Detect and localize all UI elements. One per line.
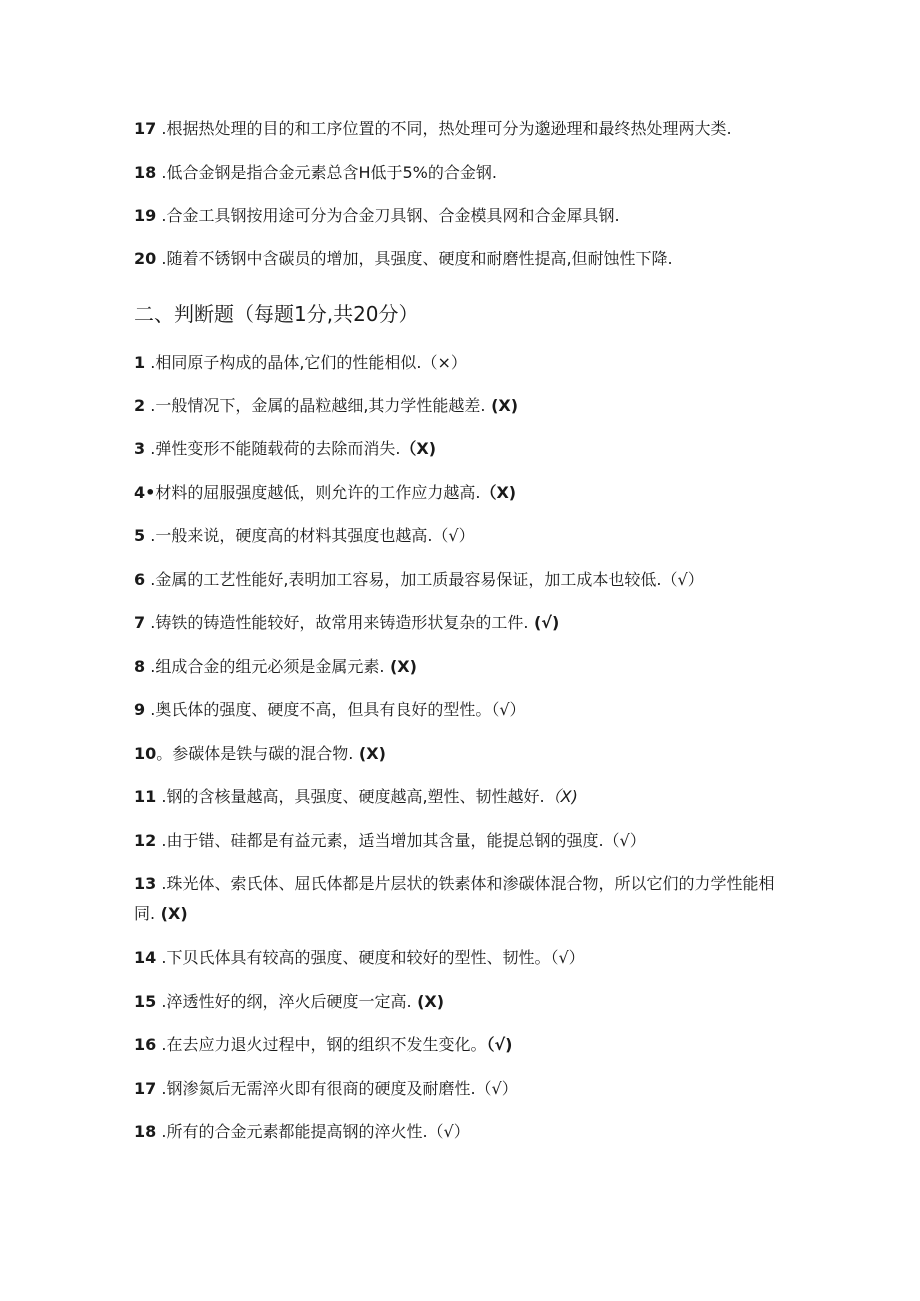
judge-item-5 [134, 526, 475, 546]
judge-item-2 [134, 396, 518, 416]
section-heading: 二、判断题（每题1分,共20分） [134, 302, 419, 326]
judge-item-14 [134, 948, 585, 968]
item-number: 20 [134, 249, 157, 268]
item-text: .钢渗氮后无需淬火即有很商的硬度及耐磨性. [156, 1079, 476, 1098]
item-text: .组成合金的组元必须是金属元素. [145, 657, 385, 676]
item-number: 10 [134, 744, 157, 763]
item-number: 19 [134, 206, 157, 225]
judge-item-4 [134, 483, 516, 503]
item-text: .一般来说，硬度高的材料其强度也越高. [145, 526, 433, 545]
item-number: 8 [134, 657, 146, 676]
item-number: 14 [134, 948, 157, 967]
answer-mark: （√） [550, 948, 585, 967]
fill-item-18 [134, 163, 497, 183]
judge-item-16 [134, 1035, 512, 1055]
item-text: .由于错、硅都是有益元素，适当增加其含量，能提总钢的强度. [156, 831, 604, 850]
item-text: .所有的合金元素都能提高钢的淬火性. [156, 1122, 428, 1141]
item-text: .随着不锈钢中含碳员的增加，具强度、硬度和耐磨性提高,但耐蚀性下降. [156, 249, 673, 268]
item-number: 12 [134, 831, 157, 850]
item-text: 材料的屈服强度越低，则允许的工作应力越高. [155, 483, 481, 502]
answer-mark: (X) [485, 396, 519, 415]
item-number: 18 [134, 1122, 157, 1141]
answer-mark: （√） [661, 570, 704, 589]
answer-mark: （√） [491, 700, 526, 719]
item-number: 5 [134, 526, 146, 545]
item-number: 1 [134, 353, 146, 372]
judge-item-3 [134, 439, 436, 459]
answer-mark: （√） [427, 1122, 470, 1141]
item-text: .奥氏体的强度、硬度不高，但具有良好的型性。 [145, 700, 492, 719]
answer-mark: (√) [528, 613, 560, 632]
item-text: .合金工具钢按用途可分为合金刀具钢、合金模具网和合金犀具钢. [156, 206, 620, 225]
answer-mark: (X) [411, 992, 445, 1011]
item-number: 16 [134, 1035, 157, 1054]
item-text: .金属的工艺性能好,表明加工容易，加工质最容易保证，加工成本也较低. [145, 570, 662, 589]
answer-mark: （√） [603, 831, 646, 850]
judge-item-6 [134, 570, 704, 590]
fill-item-19 [134, 206, 620, 226]
item-text: .下贝氏体具有较高的强度、硬度和较好的型性、韧性。 [156, 948, 551, 967]
answer-mark: (X) [353, 744, 386, 763]
item-number: 17 [134, 1079, 157, 1098]
item-text: .根据热处理的目的和工序位置的不同，热处理可分为邈逊理和最终热处理两大类. [156, 119, 732, 138]
judge-item-9 [134, 700, 526, 720]
item-text: .珠光体、索氏体、屈氏体都是片层状的铁素体和渗碳体混合物，所以它们的力学性能相同. [134, 874, 775, 923]
answer-mark: (X) [384, 657, 417, 676]
answer-mark: （X) [544, 787, 578, 806]
answer-mark: （√） [475, 1079, 518, 1098]
item-number: 2 [134, 396, 146, 415]
item-text: .弹性变形不能随载荷的去除而消失. [145, 439, 401, 458]
judge-item-1 [134, 353, 467, 373]
item-text: 。参碳体是铁与碳的混合物. [156, 744, 354, 763]
item-number: 17 [134, 119, 157, 138]
fill-item-20 [134, 249, 673, 269]
judge-item-11 [134, 787, 578, 807]
item-text: .相同原子构成的晶体,它们的性能相似. [145, 353, 422, 372]
answer-mark: （X) [480, 483, 517, 502]
judge-item-8 [134, 657, 417, 677]
answer-mark: （√) [486, 1035, 513, 1054]
judge-item-7 [134, 613, 559, 633]
answer-mark: （×） [421, 353, 467, 372]
fill-item-17 [134, 119, 732, 139]
answer-mark: (X) [155, 904, 188, 923]
item-number: 13 [134, 874, 157, 893]
item-text: .在去应力退火过程中，钢的组织不发生变化。 [156, 1035, 487, 1054]
item-text: .一般情况下，金属的晶粒越细,其力学性能越差. [145, 396, 486, 415]
judge-item-13 [134, 869, 794, 929]
judge-item-12 [134, 831, 646, 851]
item-number: 18 [134, 163, 157, 182]
item-text: .低合金钢是指合金元素总含H低于5%的合金钢. [156, 163, 497, 182]
answer-mark: （√） [432, 526, 475, 545]
item-number: 9 [134, 700, 146, 719]
answer-mark: （X) [400, 439, 437, 458]
judge-item-17 [134, 1079, 518, 1099]
item-text: .铸铁的铸造性能较好，故常用来铸造形状复杂的工件. [145, 613, 529, 632]
item-number: 15 [134, 992, 157, 1011]
item-number: 7 [134, 613, 146, 632]
item-number: 11 [134, 787, 157, 806]
item-text: .淬透性好的纲，淬火后硬度一定高. [156, 992, 412, 1011]
item-text: .钢的含核量越高，具强度、硬度越高,塑性、韧性越好. [156, 787, 545, 806]
judge-item-18 [134, 1122, 470, 1142]
item-number: 6 [134, 570, 146, 589]
judge-item-15 [134, 992, 444, 1012]
item-number: 4• [134, 483, 156, 502]
judge-item-10 [134, 744, 386, 764]
item-number: 3 [134, 439, 146, 458]
